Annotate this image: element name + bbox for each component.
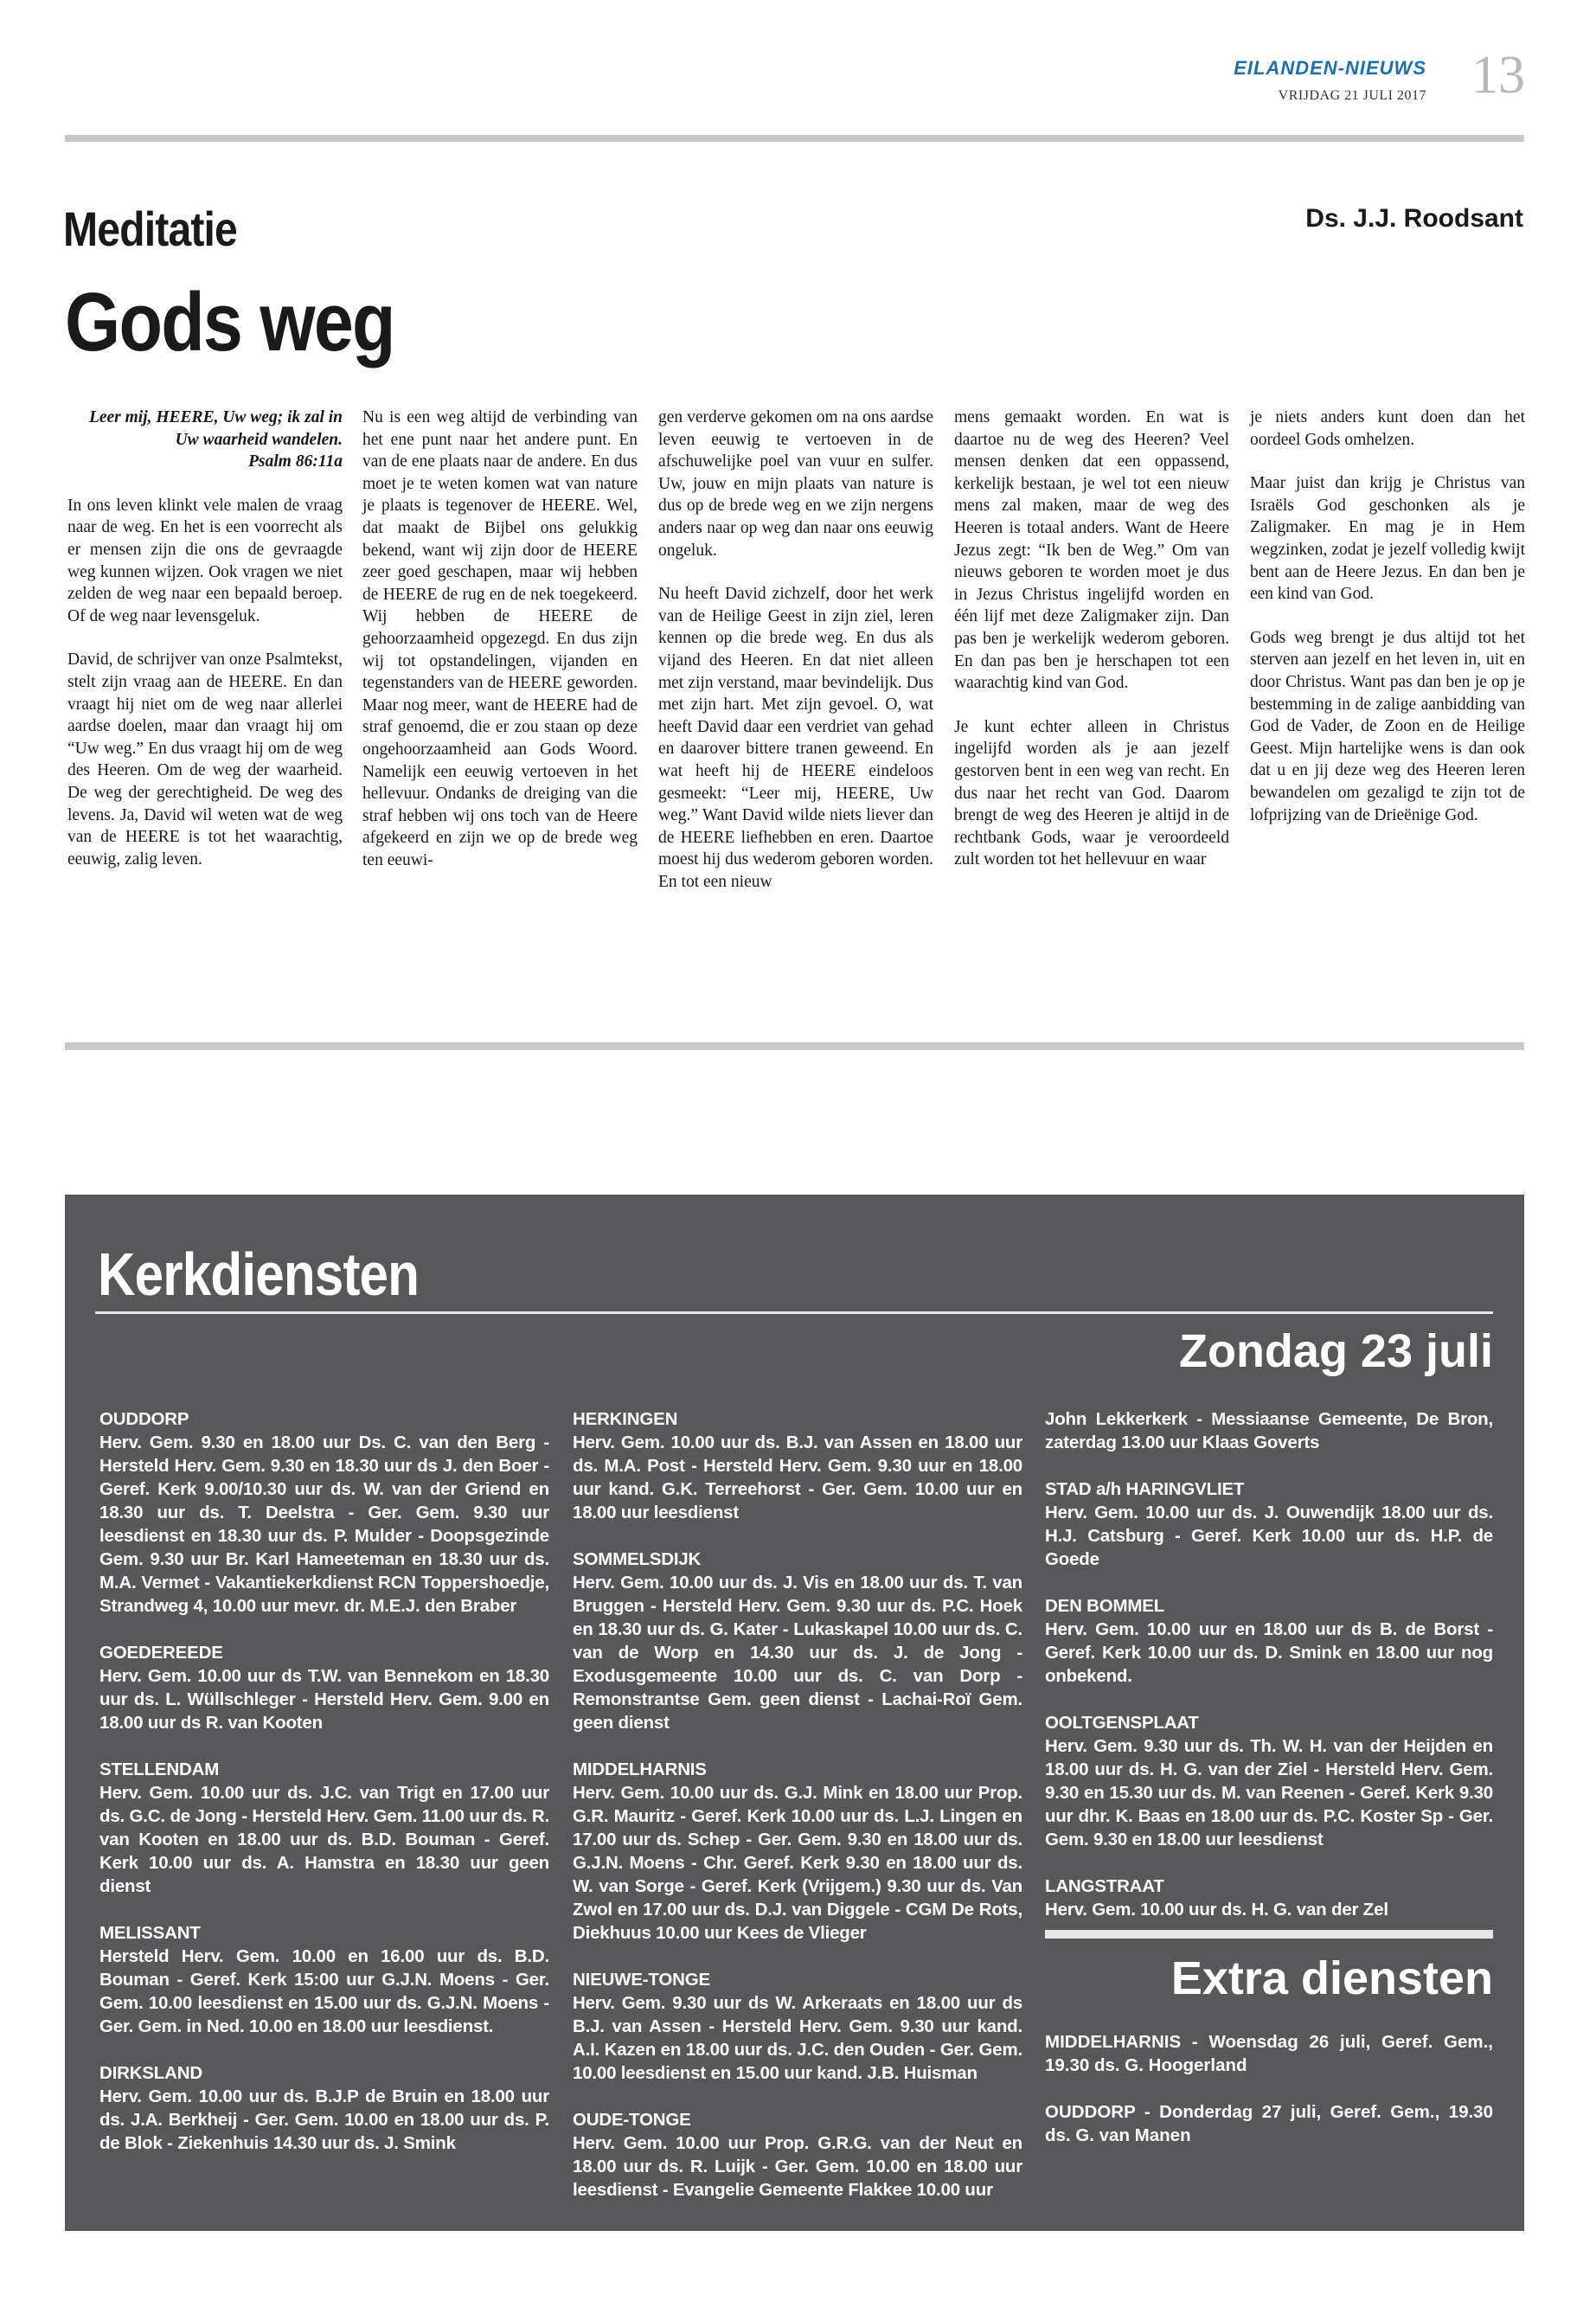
paragraph: mens gemaakt worden. En wat is daartoe nu de weg des Heeren? Veel mensen denken dat een oppassend, kerkelijk bestaan, je wel tot een nieuw mens zal maken, maar de weg des Heeren is totaal anders. Want de Heere Jezus zegt: “Ik ben de Weg.” Om van nieuws geboren te worden moet je dus in Jezus Christus ingelijfd worden en één lijf met deze Zaligmaker zijn. Dan pas ben je werkelijk wederom geboren. En dan pas ben je herschapen tot een waarachtig kind van God.: [954, 408, 1229, 693]
service-entry: [573, 1407, 1022, 1524]
article-title: Gods weg: [65, 276, 394, 369]
town-name: NIEUWE-TONGE: [573, 1970, 710, 1990]
town-name: DIRKSLAND: [99, 2063, 202, 2083]
article-column-1: [67, 407, 343, 892]
service-date-heading: Zondag 23 juli: [1178, 1325, 1493, 1377]
article-column-5: [1250, 407, 1525, 848]
service-entry: [573, 1758, 1022, 1945]
town-name: MIDDELHARNIS: [573, 1759, 707, 1779]
paragraph: je niets anders kunt doen dan het oordeel Gods omhelzen.: [1250, 408, 1525, 449]
service-entry: [1045, 1594, 1493, 1688]
kerkdiensten-box: [65, 1195, 1524, 2231]
service-entry: [99, 1921, 549, 2038]
extra-service-entry: MIDDELHARNIS - Woensdag 26 juli, Geref. Gem., 19.30 ds. G. Hoogerland: [1045, 2032, 1493, 2075]
service-entry: [99, 2061, 549, 2155]
section-label: Meditatie: [63, 202, 237, 256]
service-entry: [573, 1968, 1022, 2085]
service-entry: [1045, 1875, 1493, 1921]
service-entry: [1045, 1477, 1493, 1571]
service-text: Herv. Gem. 10.00 uur ds. J. Ouwendijk 18.00 uur ds. H.J. Catsburg - Geref. Kerk 10.00 uur ds. H.P. de Goede: [1045, 1503, 1493, 1569]
service-text: Herv. Gem. 9.30 uur ds. Th. W. H. van der Heijden en 18.00 uur ds. H. G. van der Ziel - Hersteld Herv. Gem. 9.30 en 15.30 uur ds. M. van Reenen - Geref. Kerk 9.30 uur dhr. K. Baas en 18.00 uur ds. P.C. Koster Sp - Ger. Gem. 9.30 en 18.00 uur leesdienst: [1045, 1736, 1493, 1849]
extra-services-title: Extra diensten: [1170, 1952, 1493, 2004]
town-name: STAD a/h HARINGVLIET: [1045, 1479, 1245, 1499]
service-text: Herv. Gem. 9.30 uur ds W. Arkeraats en 18.00 uur ds B.J. van Assen - Hersteld Herv. Gem. 9.30 uur kand. A.I. Kazen en 18.00 uur ds. J.C. den Ouden - Ger. Gem. 10.00 leesdienst en 15.00 uur kand. J.B. Huisman: [573, 1993, 1022, 2083]
paragraph: In ons leven klinkt vele malen de vraag naar de weg. En het is een voorrecht als er mensen zijn die ons de gevraagde weg kunnen wijzen. Ook vragen we niet zelden de weg naar een bepaald beroep. Of de weg naar levensgeluk.: [67, 496, 343, 625]
paragraph: Maar juist dan krijg je Christus van Israëls God geschonken als je Zaligmaker. En mag je in Hem wegzinken, zodat je jezelf volledig kwijt bent aan de Heere Jezus. En dan ben je een kind van God.: [1250, 474, 1525, 604]
service-entry: [573, 2108, 1022, 2202]
services-column-1: [99, 1407, 549, 2178]
service-text: Herv. Gem. 10.00 uur ds. J. Vis en 18.00 uur ds. T. van Bruggen - Hersteld Herv. Gem. 9.30 uur ds. P.C. Hoek en 18.30 uur ds. G. Kater - Lukaskapel 10.00 uur ds. C. van de Worp en 14.30 uur ds. J. de Jong - Exodusgemeente 10.00 uur ds. C. van Dorp - Remonstrantse Gem. geen dienst - Lachai-Roï Gem. geen dienst: [573, 1573, 1022, 1733]
service-entry: [99, 1407, 549, 1618]
paragraph: Nu heeft David zichzelf, door het werk van de Heilige Geest in zijn ziel, leren kennen op die brede weg. En dus als vijand des Heeren. En dat niet alleen met zijn verstand, maar bevindelijk. Dus met zijn hart. Met zijn gevoel. O, wat heeft David daar een verdriet van gehad en daarover bittere tranen geweend. En wat heeft hij de HEERE eindeloos gesmeekt: “Leer mij, HEERE, Uw weg.” Want David wilde niets liever dan de HEERE liefhebben en eren. Daartoe moest hij dus wederom geboren worden. En tot een nieuw: [658, 585, 933, 891]
town-name: OUDE-TONGE: [573, 2110, 691, 2130]
extra-rule: [1045, 1930, 1493, 1939]
masthead-logo: EILANDEN-NIEUWS: [1234, 57, 1426, 79]
section-divider: [65, 1042, 1524, 1050]
service-entry: [1045, 1711, 1493, 1851]
town-name: LANGSTRAAT: [1045, 1876, 1164, 1896]
page-number: 13: [1471, 46, 1525, 105]
services-column-2: [573, 1407, 1022, 2225]
town-name: OUDDORP: [99, 1409, 189, 1429]
service-entry: [573, 1548, 1022, 1734]
town-name: OOLTGENSPLAAT: [1045, 1713, 1199, 1733]
extra-service-entry: OUDDORP - Donderdag 27 juli, Geref. Gem., 19.30 ds. G. van Manen: [1045, 2102, 1493, 2145]
scripture-quote: [67, 407, 343, 473]
extra-services-list: [1045, 2030, 1493, 2170]
service-text: Herv. Gem. 10.00 uur ds. B.J.P de Bruin en 18.00 uur ds. J.A. Berkheij - Ger. Gem. 10.00 en 18.00 uur ds. P. de Blok - Ziekenhuis 14.30 uur ds. J. Smink: [99, 2086, 549, 2153]
service-text: Herv. Gem. 10.00 uur ds T.W. van Bennekom en 18.30 uur ds. L. Wüllschleger - Hersteld Herv. Gem. 9.00 en 18.00 uur ds R. van Kooten: [99, 1666, 549, 1733]
article-column-2: [362, 407, 638, 893]
kerkdiensten-rule: [95, 1311, 1493, 1314]
service-text: Herv. Gem. 10.00 uur Prop. G.R.G. van der Neut en 18.00 uur ds. R. Luijk - Ger. Gem. 10.00 en 18.00 uur leesdienst - Evangelie Gemeente Flakkee 10.00 uur: [573, 2133, 1022, 2200]
author-byline: Ds. J.J. Roodsant: [1305, 204, 1523, 233]
service-text: Herv. Gem. 10.00 uur en 18.00 uur ds B. de Borst - Geref. Kerk 10.00 uur ds. D. Smink en 18.00 uur nog onbekend.: [1045, 1619, 1493, 1686]
town-name: GOEDEREEDE: [99, 1643, 223, 1663]
paragraph: Je kunt echter alleen in Christus ingelijfd worden als je aan jezelf gestorven bent in een weg van recht. En dus naar het recht van God. Daarom brengt de weg des Heeren je altijd in de rechtbank Gods, waar je veroordeeld zult worden tot het hellevuur en waar: [954, 717, 1229, 869]
paragraph: gen verderve gekomen om na ons aardse leven eeuwig te vertoeven in de afschuwelijke poel van vuur en sulfer. Uw, jouw en mijn plaats van nature is dus op de brede weg en we zijn nergens anders naar op weg dan naar ons eeuwig ongeluk.: [658, 408, 933, 560]
town-name: SOMMELSDIJK: [573, 1549, 702, 1569]
issue-date: VRIJDAG 21 JULI 2017: [1278, 88, 1426, 103]
town-name: HERKINGEN: [573, 1409, 678, 1429]
service-text: Herv. Gem. 9.30 en 18.00 uur Ds. C. van den Berg - Hersteld Herv. Gem. 9.30 en 18.30 uur ds J. den Boer - Geref. Kerk 9.00/10.30 uur ds. W. van der Griend en 18.30 uur ds. T. Deelstra - Ger. Gem. 9.30 uur leesdienst en 18.30 uur ds. P. Mulder - Doopsgezinde Gem. 9.30 uur Br. Karl Hameeteman en 18.30 uur ds. M.A. Vermet - Vakantiekerkdienst RCN Toppershoedje, Strandweg 4, 10.00 uur mevr. dr. M.E.J. den Braber: [99, 1433, 549, 1616]
service-text: Hersteld Herv. Gem. 10.00 en 16.00 uur ds. B.D. Bouman - Geref. Kerk 15:00 uur G.J.N. Moens - Ger. Gem. 10.00 leesdienst en 15.00 uur ds. G.J.N. Moens - Ger. Gem. in Ned. 10.00 en 18.00 uur leesdienst.: [99, 1946, 549, 2036]
quote-text: Leer mij, HEERE, Uw weg; ik zal in Uw waarheid wandelen.: [88, 408, 343, 449]
header-rule: [65, 135, 1524, 142]
service-entry: [1045, 1407, 1493, 1454]
town-name: MELISSANT: [99, 1923, 201, 1943]
paragraph: David, de schrijver van onze Psalmtekst, stelt zijn vraag aan de HEERE. En dan vraagt hij niet om de weg naar allerlei aardse doelen, maar dan vraagt hij om “Uw weg.” En dus vraagt hij om de weg des Heeren. Om de weg der waarheid. De weg der gerechtigheid. De weg des levens. Ja, David wil weten wat de weg van de HEERE is tot het waarachtig, eeuwig, zalig leven.: [67, 651, 343, 868]
services-column-3: [1045, 1407, 1493, 1945]
paragraph: Gods weg brengt je dus altijd tot het sterven aan jezelf en het leven in, uit en door Christus. Want pas dan ben je op je bestemming in de zalige aanbidding van God de Vader, de Zoon en de Heilige Geest. Mijn hartelijke wens is dan ook dat u en jij deze weg des Heeren leren bewandelen om gezaligd te zijn tot de lofprijzing van de Drieënige God.: [1250, 628, 1525, 824]
article-column-3: [658, 407, 933, 914]
town-name: DEN BOMMEL: [1045, 1596, 1165, 1616]
service-text: John Lekkerkerk - Messiaanse Gemeente, De Bron, zaterdag 13.00 uur Klaas Goverts: [1045, 1409, 1493, 1452]
service-text: Herv. Gem. 10.00 uur ds. H. G. van der Zel: [1045, 1900, 1388, 1920]
kerkdiensten-title: Kerkdiensten: [98, 1240, 420, 1308]
service-entry: [99, 1641, 549, 1734]
town-name: STELLENDAM: [99, 1759, 220, 1779]
service-text: Herv. Gem. 10.00 uur ds. B.J. van Assen en 18.00 uur ds. M.A. Post - Hersteld Herv. Gem. 9.30 uur en 18.00 uur kand. G.K. Terreehorst - Ger. Gem. 10.00 uur en 18.00 uur leesdienst: [573, 1433, 1022, 1522]
quote-reference: Psalm 86:11a: [248, 452, 343, 471]
paragraph: Nu is een weg altijd de verbinding van het ene punt naar het andere punt. En van de ene plaats naar de andere. En dus moet je te weten komen wat van nature je plaats is tegenover de HEERE. Wel, dat maakt de Bijbel ons gelukkig bekend, want wij zijn door de HEERE zeer goed geschapen, maar wij hebben de HEERE de rug en de nek toegekeerd. Wij hebben de HEERE de gehoorzaamheid opgezegd. En dus zijn wij tot opstandelingen, vijanden en tegenstanders van de HEERE geworden. Maar nog meer, want de HEERE had de straf genoemd, die er zou staan op deze ongehoorzaamheid aan Gods Woord. Namelijk een eeuwig vertoeven in het hellevuur. Ondanks de dreiging van die straf hebben wij ons toch van de Heere afgekeerd en zijn we op de brede weg ten eeuwi-: [362, 408, 638, 869]
service-text: Herv. Gem. 10.00 uur ds. G.J. Mink en 18.00 uur Prop. G.R. Mauritz - Geref. Kerk 10.00 uur ds. L.J. Lingen en 17.00 uur ds. Schep - Ger. Gem. 9.30 en 18.00 uur ds. G.J.N. Moens - Chr. Geref. Kerk 9.30 en 18.00 uur ds. W. van Sorge - Geref. Kerk (Vrijgem.) 9.30 uur ds. Van Zwol en 17.00 uur ds. D.J. van Diggele - CGM De Rots, Diekhuus 10.00 uur Kees de Vlieger: [573, 1783, 1022, 1943]
service-entry: [99, 1758, 549, 1898]
article-column-4: [954, 407, 1229, 893]
service-text: Herv. Gem. 10.00 uur ds. J.C. van Trigt en 17.00 uur ds. G.C. de Jong - Hersteld Herv. Gem. 11.00 uur ds. R. van Kooten en 18.00 uur ds. B.D. Bouman - Geref. Kerk 10.00 uur ds. A. Hamstra en 18.30 uur geen dienst: [99, 1783, 549, 1896]
